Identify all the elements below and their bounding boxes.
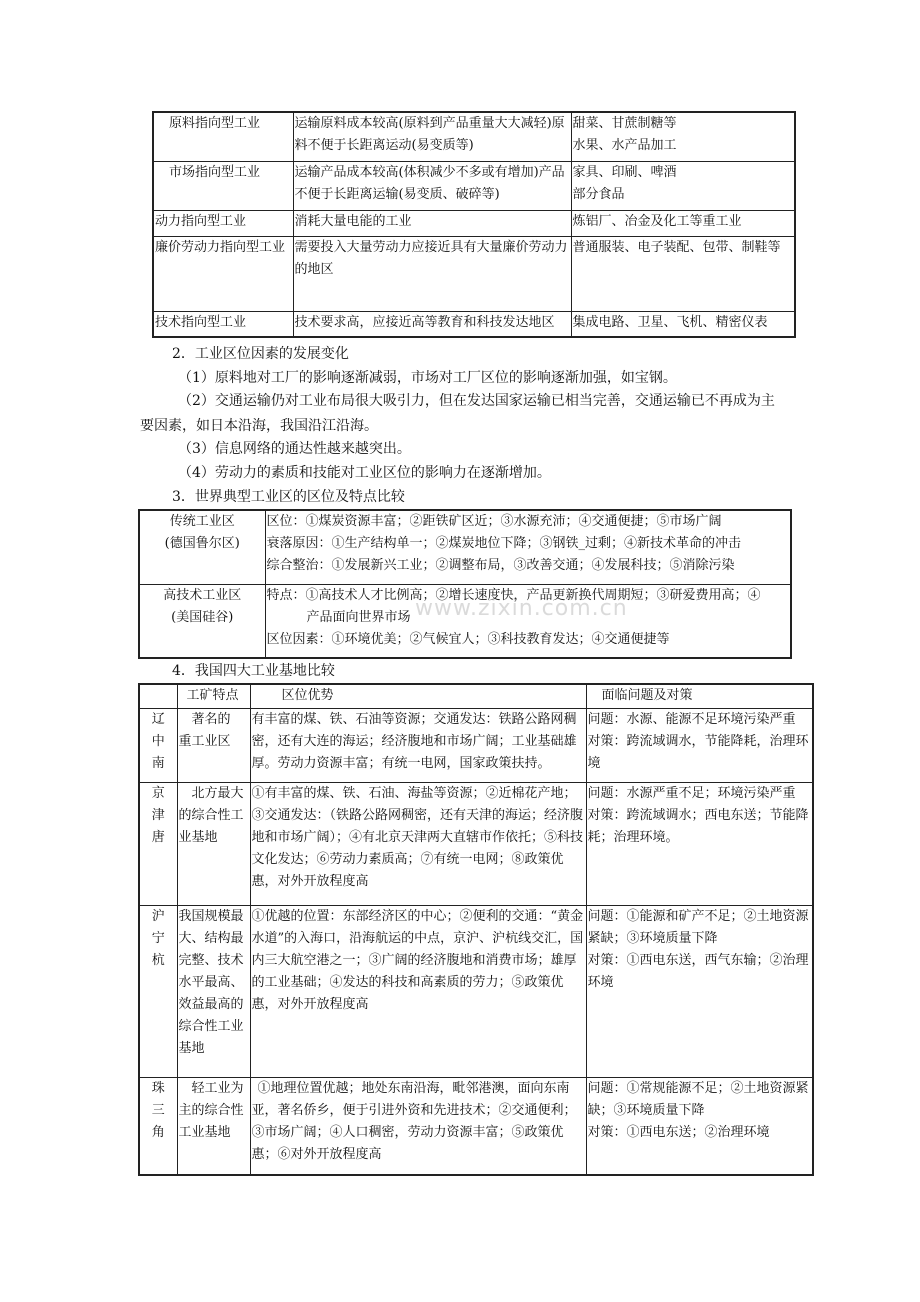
industry-examples: 炼铝厂、冶金及化工等重工业 bbox=[571, 210, 795, 236]
header-cell: 面临问题及对策 bbox=[586, 684, 813, 708]
paragraph: （4）劳动力的素质和技能对工业区位的影响力在逐渐增加。 bbox=[178, 465, 551, 481]
industry-desc: 运输产品成本较高(体积减少不多或有增加)产品不便于长距离运输(易变质、破碎等) bbox=[293, 161, 571, 210]
table-row bbox=[153, 161, 795, 210]
zone-name: 传统工业区 bbox=[169, 514, 235, 529]
zone-detail-line: 综合整治：①发展新兴工业；②调整布局，③改善交通；④发展科技；⑤消除污染 bbox=[266, 558, 735, 573]
zone-name-cell bbox=[139, 584, 265, 658]
region-problem: 问题：水源严重不足；环境污染严重 对策：跨流域调水；西电东送；节能降耗；治理环境。 bbox=[586, 782, 813, 905]
header-cell: 区位优势 bbox=[250, 684, 586, 708]
zone-detail-line: 区位：①煤炭资源丰富；②距铁矿区近；③水源充沛；④交通便捷；⑤市场广阔 bbox=[266, 514, 722, 529]
table-header-row bbox=[139, 684, 813, 708]
region-advantage: ①地理位置优越；地处东南沿海，毗邻港澳，面向东南亚，著名侨乡，便于引进外资和先进技术；②交通便利；③市场广阔；④人口稠密，劳动力资源丰富；⑤政策优惠；⑥对外开放程度高 bbox=[250, 1077, 586, 1175]
zone-example: (美国硅谷) bbox=[171, 609, 234, 625]
zone-detail-line: 特点：①高技术人才比例高；②增长速度快，产品更新换代周期短；③研爱费用高；④ bbox=[266, 587, 761, 603]
industry-examples: 集成电路、卫星、飞机、精密仪表 bbox=[571, 311, 795, 337]
table-row bbox=[139, 510, 791, 584]
zone-name: 高技术工业区 bbox=[163, 587, 242, 603]
region-advantage: ①有丰富的煤、铁、石油、海盐等资源；②近棉花产地；③交通发达：（铁路公路网稠密，还有天津的海运；经济腹地和市场广阔）；④有北京天津两大直辖市作依托；⑤科技文化发达；⑥劳动力素质高；⑦有统一电网；⑧政策优惠，对外开放程度高 bbox=[250, 782, 586, 905]
zone-detail-cell bbox=[265, 510, 791, 584]
industry-type: 廉价劳动力指向型工业 bbox=[153, 236, 293, 311]
industry-type: 市场指向型工业 bbox=[153, 161, 293, 210]
industry-examples: 普通服装、电子装配、包带、制鞋等 bbox=[571, 236, 795, 311]
section-heading: 2．工业区位因素的发展变化 bbox=[172, 346, 349, 362]
section-heading: 3．世界典型工业区的区位及特点比较 bbox=[172, 489, 405, 505]
zone-name-cell bbox=[139, 510, 265, 584]
industry-orientation-table bbox=[152, 111, 796, 338]
region-name: 珠 三 角 bbox=[139, 1077, 177, 1175]
region-name: 辽 中 南 bbox=[139, 708, 177, 782]
paragraph: （2）交通运输仍对工业布局很大吸引力，但在发达国家运输已相当完善，交通运输已不再成为主要因素，如日本沿海，我国沿江沿海。 bbox=[140, 393, 775, 434]
industry-desc: 消耗大量电能的工业 bbox=[293, 210, 571, 236]
zone-detail-line: 区位因素：①环境优美；②气候宜人；③科技教育发达；④交通便捷等 bbox=[266, 631, 670, 647]
region-advantage: 有丰富的煤、铁、石油等资源；交通发达：铁路公路网稠密，还有大连的海运；经济腹地和市场广阔；工业基础雄厚。劳动力资源丰富；有统一电网，国家政策扶持。 bbox=[250, 708, 586, 782]
watermark: www.zixin.com.cn bbox=[415, 596, 628, 621]
table-row bbox=[153, 311, 795, 337]
table-row bbox=[139, 782, 813, 905]
industry-desc: 技术要求高，应接近高等教育和科技发达地区 bbox=[293, 311, 571, 337]
table-row bbox=[139, 708, 813, 782]
industry-desc: 需要投入大量劳动力应接近具有大量廉价劳动力的地区 bbox=[293, 236, 571, 311]
table-row bbox=[153, 112, 795, 161]
region-problem: 问题：水源、能源不足环境污染严重 对策：跨流域调水，节能降耗，治理环境 bbox=[586, 708, 813, 782]
industry-examples: 甜菜、甘蔗制糖等 水果、水产品加工 bbox=[571, 112, 795, 161]
table-row bbox=[139, 905, 813, 1077]
industry-type: 动力指向型工业 bbox=[153, 210, 293, 236]
region-feature: 我国规模最大、结构最完整、技术水平最高、效益最高的综合性工业基地 bbox=[177, 905, 250, 1077]
industry-examples: 家具、印刷、啤酒 部分食品 bbox=[571, 161, 795, 210]
region-name: 京 津 唐 bbox=[139, 782, 177, 905]
region-problem: 问题：①能源和矿产不足；②土地资源紧缺；③环境质量下降 对策：①西电东送，西气东输；②治理环境 bbox=[586, 905, 813, 1077]
header-cell: 工矿特点 bbox=[177, 684, 250, 708]
zone-example: (德国鲁尔区) bbox=[164, 536, 240, 551]
table-row bbox=[139, 1077, 813, 1175]
header-cell bbox=[139, 684, 177, 708]
region-feature: 轻工业为主的综合性工业基地 bbox=[177, 1077, 250, 1175]
industry-type: 原料指向型工业 bbox=[153, 112, 293, 161]
china-industrial-bases-table bbox=[138, 683, 814, 1176]
region-name: 沪 宁 杭 bbox=[139, 905, 177, 1077]
zone-detail-line: 衰落原因：①生产结构单一；②煤炭地位下降；③钢铁_过剩；④新技术革命的冲击 bbox=[266, 536, 742, 551]
paragraph: （1）原料地对工厂的影响逐渐减弱，市场对工厂区位的影响逐渐加强，如宝钢。 bbox=[178, 370, 677, 386]
table-row bbox=[153, 210, 795, 236]
region-feature: 著名的 重工业区 bbox=[177, 708, 250, 782]
region-feature: 北方最大的综合性工业基地 bbox=[177, 782, 250, 905]
zone-detail-line: 产品面向世界市场 bbox=[306, 609, 411, 625]
table-row bbox=[153, 236, 795, 311]
section-heading: 4．我国四大工业基地比较 bbox=[172, 663, 335, 679]
region-problem: 问题：①常规能源不足；②土地资源紧缺；③环境质量下降 对策：①西电东送；②治理环境 bbox=[586, 1077, 813, 1175]
world-industrial-zones-table bbox=[138, 509, 792, 659]
paragraph: （3）信息网络的通达性越来越突出。 bbox=[178, 441, 411, 457]
region-advantage: ①优越的位置：东部经济区的中心；②便利的交通：“黄金水道”的入海口，沿海航运的中点，京沪、沪杭线交汇，国内三大航空港之一；③广阔的经济腹地和消费市场；雄厚的工业基础；④发达的科技和高素质的劳力；⑤政策优惠，对外开放程度高 bbox=[250, 905, 586, 1077]
industry-desc: 运输原料成本较高(原料到产品重量大大减轻)原料不便于长距离运动(易变质等) bbox=[293, 112, 571, 161]
industry-type: 技术指向型工业 bbox=[153, 311, 293, 337]
